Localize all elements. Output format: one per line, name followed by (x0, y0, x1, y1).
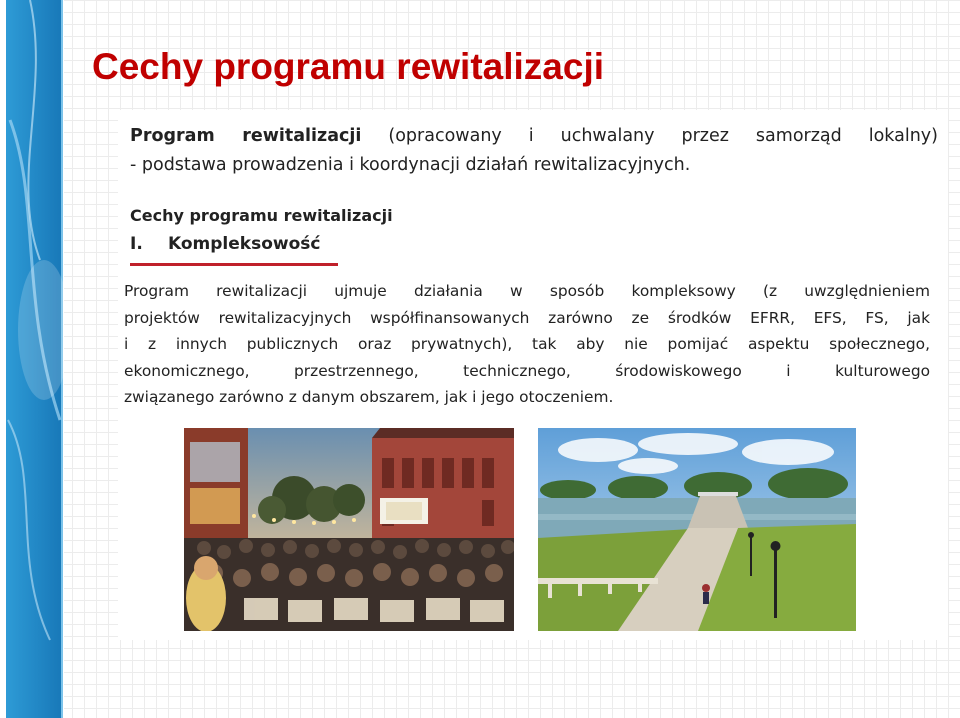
body-line: związanego zarówno z danym obszarem, jak i jego otoczeniem. (124, 388, 614, 406)
chapter-number: I. (130, 234, 143, 254)
body-line: i z innych publicznych oraz prywatnych), tak aby nie pomijać aspektu społecznego, (124, 335, 930, 353)
intro-line-1-rest: (opracowany i uchwalany przez samorząd lokalny) (361, 126, 938, 146)
outdoor-cinema-photo (184, 428, 514, 631)
chapter-heading (130, 234, 320, 254)
intro-bold-term: Program rewitalizacji (130, 126, 362, 146)
body-line: ekonomicznego, przestrzennego, technicznego, środowiskowego i kulturowego (124, 361, 930, 380)
chapter-title: Kompleksowość (168, 234, 321, 254)
slide-title: Cechy programu rewitalizacji (92, 46, 605, 87)
decorative-side-band (0, 0, 64, 718)
slide-content-panel (118, 110, 948, 640)
body-line: projektów rewitalizacyjnych współfinansowanych zarówno ze środków EFRR, EFS, FS, jak (124, 308, 930, 327)
section-heading: Cechy programu rewitalizacji (130, 206, 393, 225)
riverside-park-photo (538, 428, 856, 631)
body-paragraph (124, 278, 930, 411)
intro-paragraph (130, 122, 938, 180)
intro-line-1 (130, 122, 938, 151)
chapter-underline (130, 263, 338, 266)
intro-line-2: - podstawa prowadzenia i koordynacji działań rewitalizacyjnych. (130, 155, 691, 175)
body-line: Program rewitalizacji ujmuje działania w sposób kompleksowy (z uwzględnieniem (124, 282, 930, 300)
